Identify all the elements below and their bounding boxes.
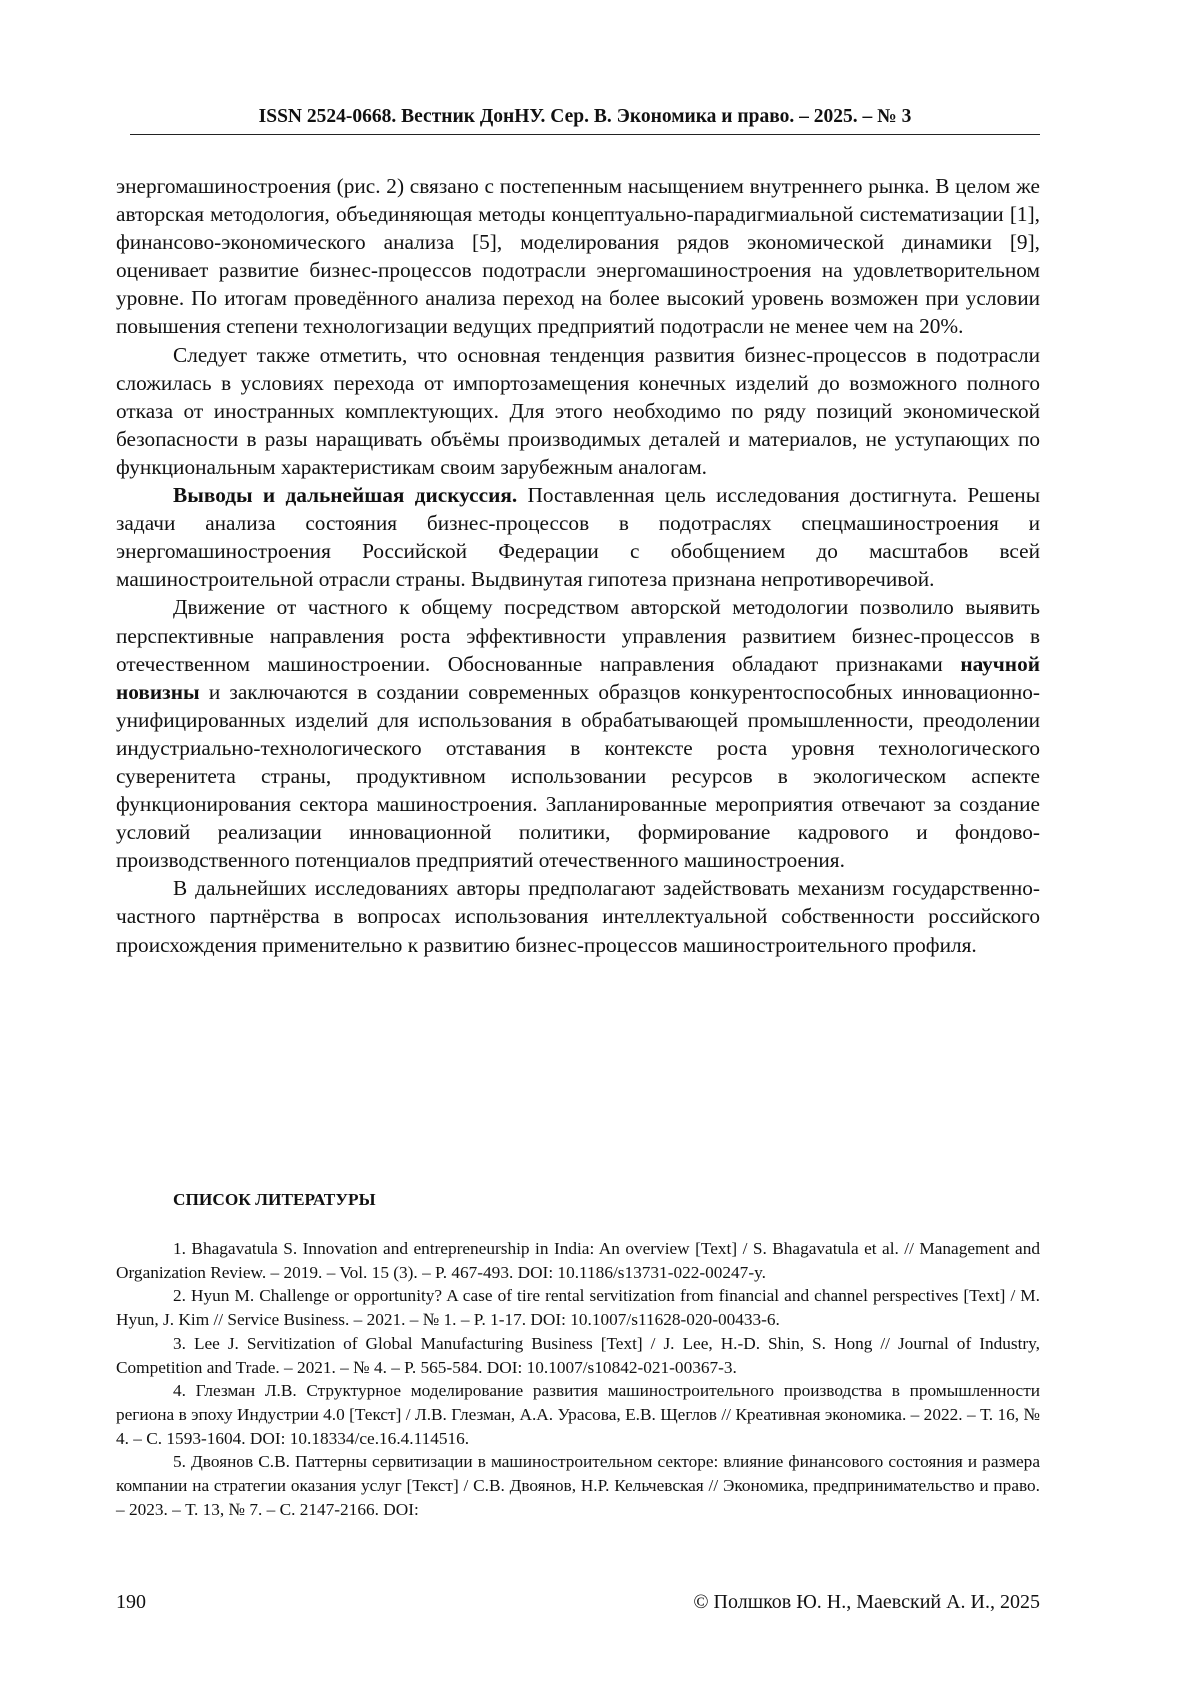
reference-item: 5. Двоянов С.В. Паттерны сервитизации в машиностроительном секторе: влияние финансового состояния и размера компании на стратегии оказания услуг [Текст] / С.В. Двоянов, Н.Р. Кельчевская // Экономика, предпринимательство и право. – 2023. – Т. 13, № 7. – С. 2147-2166. DOI: — [116, 1452, 1040, 1519]
article-body — [116, 172, 1040, 959]
running-header: ISSN 2524-0668. Вестник ДонНУ. Сер. В. Экономика и право. – 2025. – № 3 — [130, 104, 1040, 135]
paragraph-4 — [116, 593, 1040, 874]
paragraph-4-part-b: и заключаются в создании современных образцов конкурентоспособных инновационно-унифицированных изделий для использования в обрабатывающей промышленности, преодолении индустриально-технологического отставания в контексте роста уровня технологического суверенитета страны, продуктивном использовании ресурсов в экологическом аспекте функционирования сектора машиностроения. Запланированные мероприятия отвечают за создание условий реализации инновационной политики, формирование кадрового и фондово-производственного потенциалов предприятий отечественного машиностроения. — [116, 679, 1040, 873]
page-number: 190 — [116, 1591, 146, 1613]
paragraph-2: Следует также отметить, что основная тенденция развития бизнес-процессов в подотрасли сложилась в условиях перехода от импортозамещения конечных изделий до возможного полного отказа от иностранных комплектующих. Для этого необходимо по ряду позиций экономической безопасности в разы наращивать объёмы производимых деталей и материалов, не уступающих по функциональным характеристикам своим зарубежным аналогам. — [116, 342, 1040, 479]
reference-item: 2. Hyun M. Challenge or opportunity? A case of tire rental servitization from financial and channel perspectives [Text] / M. Hyun, J. Kim // Service Business. – 2021. – № 1. – P. 1-17. DOI: 10.1007/s11628-020-00433-6. — [116, 1286, 1040, 1330]
conclusions-text: Поставленная цель исследования достигнута. Решены задачи анализа состояния бизнес-процессов в подотраслях спецмашиностроения и энергомашиностроения Российской Федерации с обобщением до масштабов всей машиностроительной отрасли страны. Выдвинутая гипотеза признана непротиворечивой. — [116, 483, 1041, 592]
reference-item: 3. Lee J. Servitization of Global Manufacturing Business [Text] / J. Lee, H.-D. Shin, S. Hong // Journal of Industry, Competition and Trade. – 2021. – № 4. – P. 565-584. DOI: 10.1007/s10842-021-00367-3. — [116, 1333, 1040, 1377]
paragraph-1: энергомашиностроения (рис. 2) связано с постепенным насыщением внутреннего рынка. В целом же авторская методология, объединяющая методы концептуально-парадигмиальной систематизации [1], финансово-экономического анализа [5], моделирования рядов экономической динамики [9], оценивает развитие бизнес-процессов подотрасли энергомашиностроения на удовлетворительном уровне. По итогам проведённого анализа переход на более высокий уровень возможен при условии повышения степени технологизации ведущих предприятий подотрасли не менее чем на 20%. — [116, 174, 1040, 339]
novelty-emphasis: научной новизны — [116, 651, 1040, 704]
paragraph-conclusions — [116, 481, 1040, 593]
reference-item: 1. Bhagavatula S. Innovation and entrepreneurship in India: An overview [Text] / S. Bhagavatula et al. // Management and Organization Review. – 2019. – Vol. 15 (3). – P. 467-493. DOI: 10.1186/s13731-022-00247-y. — [116, 1239, 1040, 1282]
conclusions-heading: Выводы и дальнейшая дискуссия. — [173, 483, 518, 508]
reference-item: 4. Глезман Л.В. Структурное моделирование развития машиностроительного производства в промышленности региона в эпоху Индустрии 4.0 [Текст] / Л.В. Глезман, А.А. Урасова, Е.В. Щеглов // Креативная экономика. – 2022. – Т. 16, № 4. – С. 1593-1604. DOI: 10.18334/ce.16.4.114516. — [116, 1381, 1040, 1448]
references-title: СПИСОК ЛИТЕРАТУРЫ — [173, 1190, 376, 1209]
copyright-notice: © Полшков Ю. Н., Маевский А. И., 2025 — [693, 1591, 1040, 1613]
paragraph-4-part-a: Движение от частного к общему посредством авторской методологии позволило выявить перспективные направления роста эффективности управления развитием бизнес-процессов в отечественном машиностроении. Обоснованные направления обладают признаками — [116, 595, 1040, 676]
paragraph-5: В дальнейших исследованиях авторы предполагают задействовать механизм государственно-частного партнёрства в вопросах использования интеллектуальной собственности российского происхождения применительно к развитию бизнес-процессов машиностроительного профиля. — [116, 876, 1040, 957]
references-list — [116, 1237, 1040, 1521]
page-footer — [116, 1588, 1040, 1618]
